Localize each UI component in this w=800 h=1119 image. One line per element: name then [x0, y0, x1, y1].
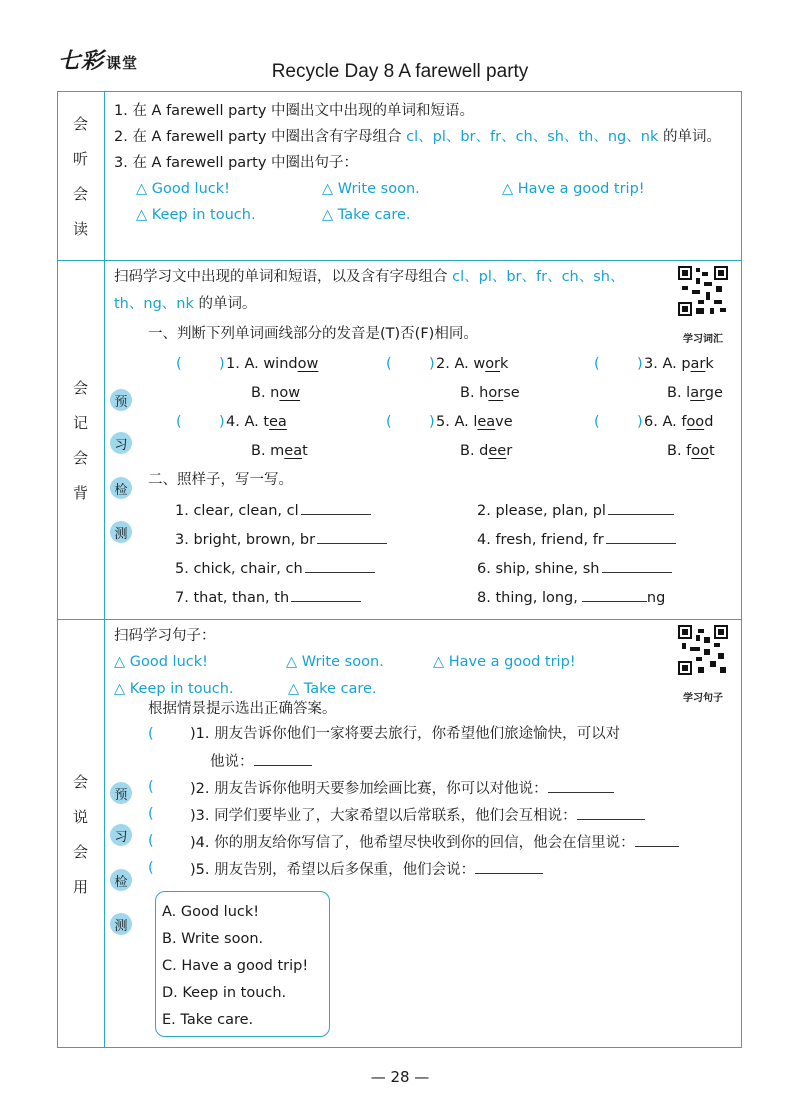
write-item: 3. bright, brown, br	[175, 531, 387, 548]
qr-label: 学习词汇	[683, 334, 723, 345]
logo: 七彩 课堂	[58, 48, 139, 74]
phrase: △ Write soon.	[322, 181, 420, 197]
badge: 测	[110, 913, 132, 935]
page-title: Recycle Day 8 A farewell party	[271, 61, 529, 82]
phrase: △ Good luck!	[136, 181, 230, 197]
badge: 测	[110, 521, 132, 543]
phrase: △ Good luck!	[114, 654, 208, 670]
answer-paren: )	[219, 356, 225, 372]
answer-blank[interactable]	[317, 531, 387, 544]
item-3: 3. A. park	[644, 356, 714, 372]
part1-title: 一、判断下列单词画线部分的发音是(T)否(F)相同。	[148, 326, 478, 342]
answer-blank[interactable]	[602, 560, 672, 573]
answer-paren[interactable]: (	[148, 833, 154, 849]
write-item: 6. ship, shine, sh	[477, 560, 672, 577]
item-2-b: B. horse	[460, 385, 520, 401]
answer-paren: )	[429, 356, 435, 372]
part2-title: 二、照样子，写一写。	[148, 472, 293, 488]
answer-paren[interactable]: (	[386, 356, 392, 372]
write-item: 2. please, plan, pl	[477, 502, 674, 519]
option: A. Good luck!	[162, 904, 260, 920]
section-label-listen: 会 听 会 读	[72, 114, 88, 238]
answer-blank[interactable]	[606, 531, 676, 544]
badge: 预	[110, 782, 132, 804]
option: C. Have a good trip!	[162, 958, 309, 974]
answer-paren[interactable]: (	[594, 356, 600, 372]
answer-paren[interactable]: (	[148, 779, 154, 795]
question-3: )3. 同学们要毕业了，大家希望以后常联系，他们会互相说：	[190, 807, 645, 824]
write-item: 4. fresh, friend, fr	[477, 531, 676, 548]
phrase: △ Have a good trip!	[433, 654, 576, 670]
qr-code-icon[interactable]	[678, 625, 728, 675]
question-1: )1. 朋友告诉你他们一家将要去旅行，你希望他们旅途愉快，可以对	[190, 726, 621, 742]
answer-paren: )	[637, 414, 643, 430]
answer-blank[interactable]	[548, 780, 614, 793]
badge: 预	[110, 389, 132, 411]
item-4-b: B. meat	[251, 443, 308, 459]
item-4: 4. A. tea	[226, 414, 287, 430]
answer-blank[interactable]	[475, 861, 543, 874]
phrase: △ Take care.	[288, 681, 377, 697]
answer-blank[interactable]	[301, 502, 371, 515]
answer-blank[interactable]	[635, 834, 679, 847]
phrase: △ Keep in touch.	[114, 681, 234, 697]
option: E. Take care.	[162, 1012, 254, 1028]
answer-blank[interactable]	[305, 560, 375, 573]
item-5: 5. A. leave	[436, 414, 513, 430]
speak-instruction: 根据情景提示选出正确答案。	[148, 701, 337, 717]
item-2: 2. A. work	[436, 356, 509, 372]
divider	[57, 619, 742, 620]
question-5: )5. 朋友告别，希望以后多保重，他们会说：	[190, 861, 543, 878]
answer-blank[interactable]	[582, 589, 647, 602]
item-1-b: B. now	[251, 385, 301, 401]
divider	[57, 260, 742, 261]
answer-paren[interactable]: (	[176, 356, 182, 372]
item-6-b: B. foot	[667, 443, 715, 459]
option: B. Write soon.	[162, 931, 264, 947]
instruction-1: 1. 在 A farewell party 中圈出文中出现的单词和短语。	[114, 103, 475, 119]
answer-paren: )	[429, 414, 435, 430]
phrase: △ Keep in touch.	[136, 207, 256, 223]
section-label-memorize: 会 记 会 背	[72, 378, 88, 502]
write-item: 7. that, than, th	[175, 589, 361, 606]
qr-code-icon[interactable]	[678, 266, 728, 316]
answer-paren[interactable]: (	[148, 860, 154, 876]
question-4: )4. 你的朋友给你写信了，他希望尽快收到你的回信，他会在信里说：	[190, 834, 679, 851]
item-6: 6. A. food	[644, 414, 714, 430]
page-number: — 28 —	[370, 1068, 430, 1086]
answer-paren[interactable]: (	[148, 726, 154, 742]
scan-instruction: 扫码学习文中出现的单词和短语，以及含有字母组合 cl、pl、br、fr、ch、sh、	[114, 269, 625, 285]
write-item: 5. chick, chair, ch	[175, 560, 375, 577]
answer-blank[interactable]	[254, 753, 312, 766]
phrase: △ Have a good trip!	[502, 181, 645, 197]
answer-paren: )	[219, 414, 225, 430]
option: D. Keep in touch.	[162, 985, 287, 1001]
badge: 习	[110, 432, 132, 454]
answer-paren[interactable]: (	[148, 806, 154, 822]
answer-paren[interactable]: (	[386, 414, 392, 430]
write-item: 8. thing, long, ng	[477, 590, 666, 606]
section-label-speak: 会 说 会 用	[72, 772, 88, 896]
question-1-cont: 他说：	[210, 753, 312, 770]
question-2: )2. 朋友告诉你他明天要参加绘画比赛，你可以对他说：	[190, 780, 614, 797]
scan-instruction-cont: th、ng、nk 的单词。	[114, 296, 257, 312]
item-5-b: B. deer	[460, 443, 513, 459]
phrase: △ Write soon.	[286, 654, 384, 670]
answer-paren[interactable]: (	[594, 414, 600, 430]
badge: 检	[110, 869, 132, 891]
divider	[104, 91, 105, 1048]
answer-blank[interactable]	[291, 589, 361, 602]
answer-blank[interactable]	[577, 807, 645, 820]
phrase: △ Take care.	[322, 207, 411, 223]
badge: 习	[110, 824, 132, 846]
qr-label: 学习句子	[683, 693, 723, 704]
scan-instruction-sentences: 扫码学习句子：	[114, 628, 216, 644]
write-item: 1. clear, clean, cl	[175, 502, 371, 519]
answer-paren: )	[637, 356, 643, 372]
badge: 检	[110, 477, 132, 499]
instruction-2: 2. 在 A farewell party 中圈出含有字母组合 cl、pl、br、fr、ch、sh、th、ng、nk 的单词。	[114, 129, 721, 145]
answer-blank[interactable]	[608, 502, 674, 515]
instruction-3: 3. 在 A farewell party 中圈出句子：	[114, 155, 359, 171]
item-1: 1. A. window	[226, 356, 319, 372]
item-3-b: B. large	[667, 385, 723, 401]
answer-paren[interactable]: (	[176, 414, 182, 430]
